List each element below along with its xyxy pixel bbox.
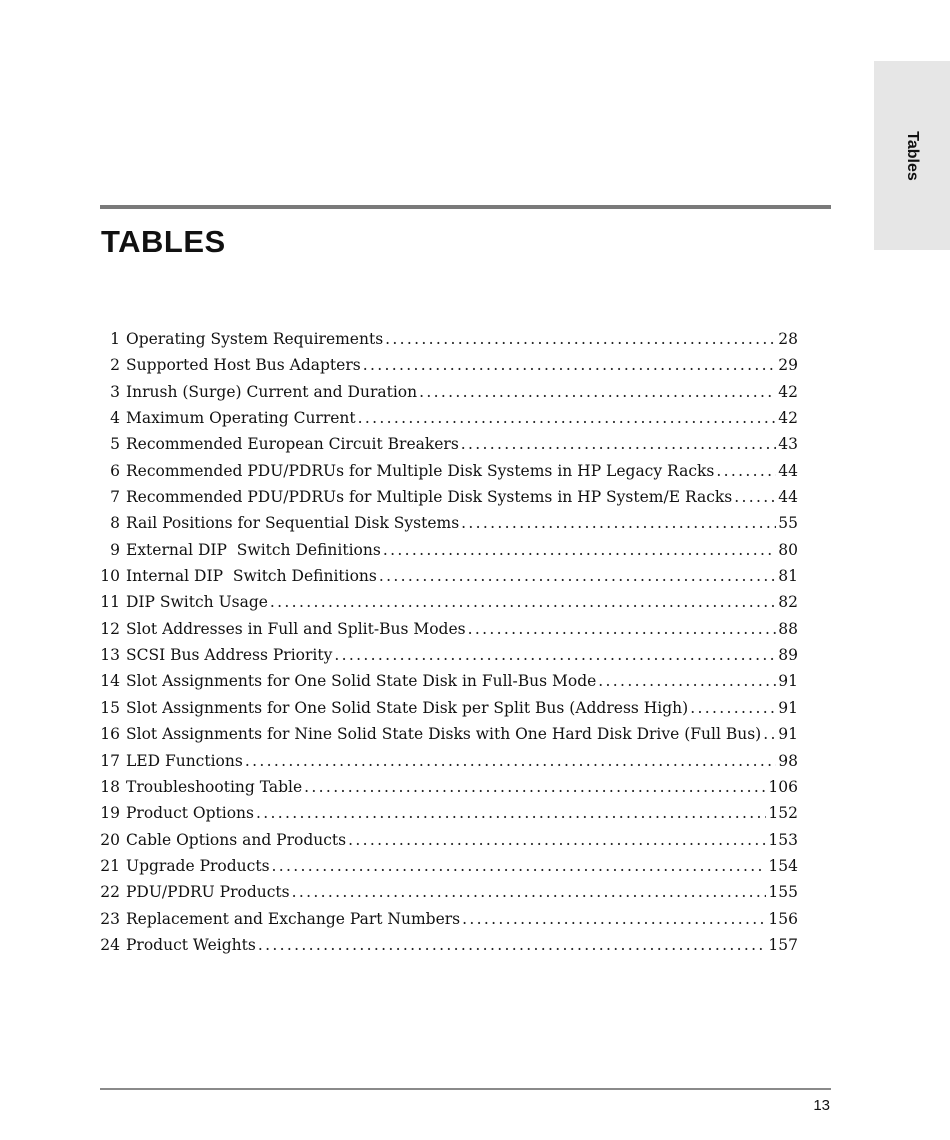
toc-entry-number: 17 <box>100 751 120 770</box>
page-number: 13 <box>813 1097 830 1114</box>
toc-entry-title: DIP Switch Usage <box>126 593 268 612</box>
toc-entry-page: 28 <box>778 330 798 348</box>
toc-entry[interactable] <box>98 906 798 932</box>
toc-entry-title: Cable Options and Products <box>126 830 347 849</box>
toc-entry-title: Internal DIP Switch Definitions <box>126 567 377 586</box>
toc-entry-number: 13 <box>100 646 120 665</box>
toc-entry-page: 44 <box>778 488 798 507</box>
toc-entry-title: Slot Assignments for One Solid State Disk in Full-Bus Mode <box>126 672 597 691</box>
toc-entry-page: 156 <box>768 909 798 928</box>
toc-dot-leader <box>292 879 767 905</box>
toc-dot-leader <box>272 853 767 879</box>
header-rule <box>100 205 831 209</box>
toc-entry[interactable] <box>98 616 798 642</box>
toc-entry-title: Rail Positions for Sequential Disk Systems <box>126 514 460 533</box>
toc-entry-title: Slot Assignments for Nine Solid State Disks with One Hard Disk Drive (Full Bus) <box>126 725 762 744</box>
toc-entry[interactable] <box>98 458 798 484</box>
toc-entry[interactable] <box>98 589 798 615</box>
section-tab-label: Tables <box>904 130 921 181</box>
toc-entry-page: 29 <box>778 356 798 375</box>
toc-entry-page: 81 <box>778 567 798 586</box>
toc-entry-title: Recommended PDU/PDRUs for Multiple Disk Systems in HP Legacy Racks <box>126 461 715 480</box>
toc-entry-title: SCSI Bus Address Priority <box>126 646 333 665</box>
toc-entry[interactable] <box>98 537 798 563</box>
toc-entry-title: Slot Addresses in Full and Split-Bus Modes <box>126 619 466 638</box>
toc-entry-page: 55 <box>778 514 798 533</box>
toc-dot-leader <box>763 721 776 747</box>
toc-entry-page: 82 <box>778 593 798 612</box>
toc-entry-title: Product Weights <box>126 935 256 954</box>
toc-entry-page: 91 <box>778 698 798 717</box>
toc-entry[interactable] <box>98 721 798 747</box>
toc-dot-leader <box>358 405 777 431</box>
toc-entry[interactable] <box>98 510 798 536</box>
toc-entry-number: 3 <box>110 382 120 401</box>
toc-dot-leader <box>385 326 776 352</box>
toc-entry[interactable] <box>98 932 798 958</box>
toc-entry[interactable] <box>98 827 798 853</box>
toc-dot-leader <box>690 695 776 721</box>
toc-entry-title: Troubleshooting Table <box>126 777 303 796</box>
toc-dot-leader <box>270 589 776 615</box>
toc-entry[interactable] <box>98 484 798 510</box>
toc-entry-title: Replacement and Exchange Part Numbers <box>126 909 461 928</box>
tables-list <box>98 326 798 958</box>
toc-entry-title: PDU/PDRU Products <box>126 883 290 902</box>
toc-entry[interactable] <box>98 853 798 879</box>
toc-entry-page: 106 <box>768 777 798 796</box>
toc-entry-title: LED Functions <box>126 751 243 770</box>
toc-entry[interactable] <box>98 668 798 694</box>
toc-entry-number: 9 <box>110 540 120 559</box>
toc-entry-number: 15 <box>100 698 120 717</box>
toc-entry-number: 8 <box>110 514 120 533</box>
toc-dot-leader <box>462 906 766 932</box>
toc-entry-page: 80 <box>778 540 798 559</box>
toc-dot-leader <box>258 932 767 958</box>
toc-entry-number: 2 <box>110 356 120 375</box>
toc-entry[interactable] <box>98 405 798 431</box>
toc-entry[interactable] <box>98 748 798 774</box>
toc-entry[interactable] <box>98 879 798 905</box>
toc-dot-leader <box>419 379 776 405</box>
toc-entry-title: Inrush (Surge) Current and Duration <box>126 382 418 401</box>
toc-entry[interactable] <box>98 326 798 352</box>
toc-entry[interactable] <box>98 431 798 457</box>
toc-entry-page: 98 <box>778 751 798 770</box>
toc-entry[interactable] <box>98 800 798 826</box>
toc-entry-number: 19 <box>100 804 120 823</box>
toc-entry-page: 91 <box>778 725 798 744</box>
toc-entry-title: Product Options <box>126 804 254 823</box>
toc-entry-title: Recommended PDU/PDRUs for Multiple Disk Systems in HP System/E Racks <box>126 488 733 507</box>
toc-entry-number: 16 <box>100 725 120 744</box>
toc-entry-page: 153 <box>768 830 798 849</box>
toc-dot-leader <box>363 352 777 378</box>
toc-entry-number: 12 <box>100 619 120 638</box>
toc-entry-page: 154 <box>768 856 798 875</box>
toc-dot-leader <box>379 563 776 589</box>
toc-dot-leader <box>468 616 777 642</box>
toc-dot-leader <box>256 800 766 826</box>
toc-entry-number: 1 <box>110 330 120 348</box>
toc-dot-leader <box>598 668 776 694</box>
toc-entry-title: Maximum Operating Current <box>126 409 356 428</box>
toc-entry-page: 42 <box>778 409 798 428</box>
toc-entry-page: 88 <box>778 619 798 638</box>
toc-entry-title: Supported Host Bus Adapters <box>126 356 361 375</box>
toc-entry-page: 152 <box>768 804 798 823</box>
toc-entry[interactable] <box>98 642 798 668</box>
toc-entry-page: 43 <box>778 435 798 454</box>
toc-dot-leader <box>334 642 776 668</box>
toc-entry-title: Upgrade Products <box>126 856 270 875</box>
toc-entry-number: 14 <box>100 672 120 691</box>
toc-entry-number: 22 <box>100 883 120 902</box>
toc-entry-title: Recommended European Circuit Breakers <box>126 435 459 454</box>
toc-entry[interactable] <box>98 695 798 721</box>
toc-entry-title: Slot Assignments for One Solid State Disk per Split Bus (Address High) <box>126 698 689 717</box>
toc-dot-leader <box>348 827 766 853</box>
toc-dot-leader <box>716 458 776 484</box>
toc-dot-leader <box>245 748 776 774</box>
toc-entry-number: 23 <box>100 909 120 928</box>
toc-entry-page: 42 <box>778 382 798 401</box>
toc-dot-leader <box>461 510 776 536</box>
toc-entry-title: Operating System Requirements <box>126 330 384 348</box>
toc-dot-leader <box>304 774 766 800</box>
section-tab <box>874 61 950 250</box>
toc-dot-leader <box>383 537 776 563</box>
toc-entry-page: 91 <box>778 672 798 691</box>
toc-entry-page: 44 <box>778 461 798 480</box>
toc-entry-number: 6 <box>110 461 120 480</box>
toc-entry-number: 10 <box>100 567 120 586</box>
toc-entry[interactable] <box>98 774 798 800</box>
page-title: TABLES <box>101 224 226 259</box>
footer-rule <box>100 1088 831 1090</box>
toc-entry-title: External DIP Switch Definitions <box>126 540 381 559</box>
toc-entry-page: 155 <box>768 883 798 902</box>
toc-entry-number: 24 <box>100 935 120 954</box>
toc-entry-page: 89 <box>778 646 798 665</box>
toc-entry-number: 20 <box>100 830 120 849</box>
toc-entry-number: 18 <box>100 777 120 796</box>
toc-entry-page: 157 <box>768 935 798 954</box>
toc-dot-leader <box>734 484 776 510</box>
toc-entry[interactable] <box>98 563 798 589</box>
toc-entry-number: 4 <box>110 409 120 428</box>
toc-entry-number: 11 <box>100 593 120 612</box>
toc-entry-number: 5 <box>110 435 120 454</box>
toc-entry-number: 7 <box>110 488 120 507</box>
toc-entry[interactable] <box>98 379 798 405</box>
toc-dot-leader <box>461 431 776 457</box>
toc-entry[interactable] <box>98 352 798 378</box>
toc-entry-number: 21 <box>100 856 120 875</box>
